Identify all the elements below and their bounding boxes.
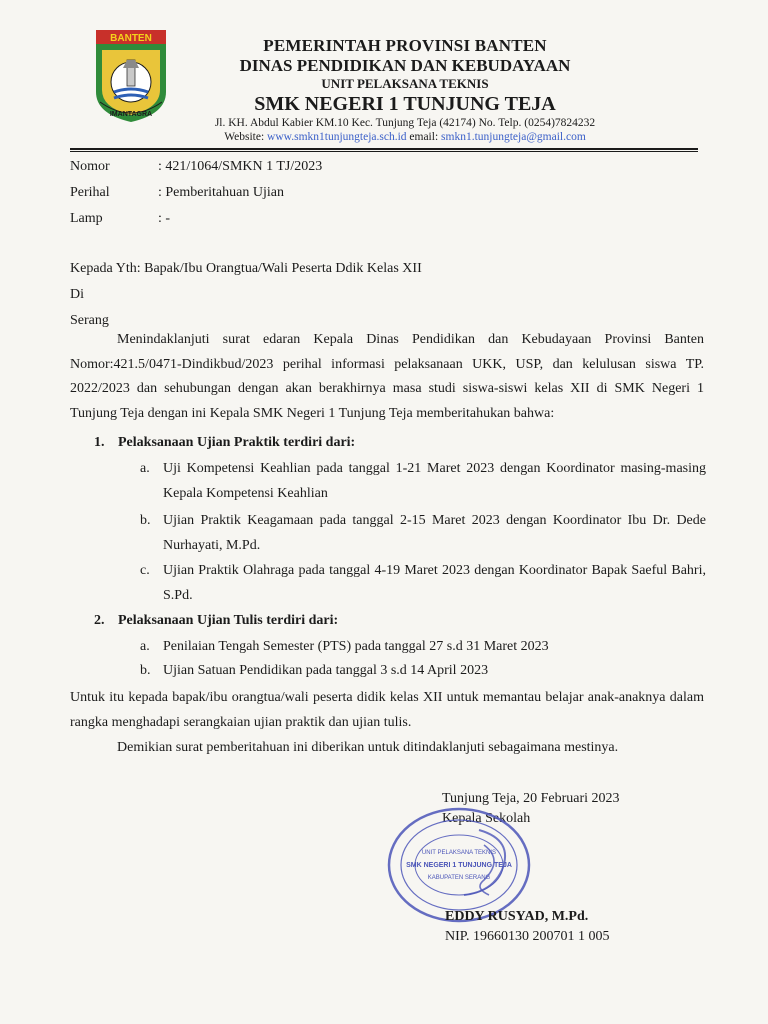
item-marker: a. <box>140 639 150 654</box>
closing-paragraph-2 <box>70 736 704 761</box>
signer-name: EDDY RUSYAD, M.Pd. <box>445 909 589 924</box>
stamp-text-3: KABUPATEN SERANG <box>427 875 491 881</box>
lamp-label: Lamp <box>70 211 103 226</box>
item-text: Ujian Satuan Pendidikan pada tanggal 3 s.d 14 April 2023 <box>163 663 489 678</box>
place-date: Tunjung Teja, 20 Februari 2023 <box>442 791 620 806</box>
list-item <box>140 508 706 558</box>
school-name: SMK NEGERI 1 TUNJUNG TEJA <box>254 93 556 115</box>
list-item <box>140 634 706 659</box>
meta-perihal <box>70 184 284 202</box>
section1-number: 1. <box>94 435 105 450</box>
item-text: Penilaian Tengah Semester (PTS) pada tanggal 27 s.d 31 Maret 2023 <box>163 639 549 654</box>
stamp-text-1: UNIT PELAKSANA TEKNIS <box>421 850 497 856</box>
item-marker: b. <box>140 663 151 678</box>
lamp-value: : - <box>158 211 171 226</box>
signer-title: Kepala Sekolah <box>442 811 531 826</box>
perihal-label: Perihal <box>70 185 110 200</box>
letterhead-line3: UNIT PELAKSANA TEKNIS <box>321 76 489 91</box>
item-text: Ujian Praktik Olahraga pada tanggal 4-19 Maret 2023 dengan Koordinator Bapak Saeful Bahri, S.Pd. <box>163 563 706 603</box>
section2-number: 2. <box>94 613 105 628</box>
banten-logo <box>92 28 170 124</box>
nomor-label: Nomor <box>70 159 110 174</box>
item-marker: c. <box>140 563 150 578</box>
perihal-value: : Pemberitahuan Ujian <box>158 185 284 200</box>
letterhead <box>160 36 650 144</box>
list-item <box>140 658 706 683</box>
recipient-line2: Di <box>70 287 84 302</box>
website-label: Website: <box>224 131 265 143</box>
signer-nip: NIP. 19660130 200701 1 005 <box>445 929 610 944</box>
list-item <box>140 558 706 608</box>
list-item <box>140 456 706 506</box>
school-address: Jl. KH. Abdul Kabier KM.10 Kec. Tunjung Teja (42174) No. Telp. (0254)7824232 <box>214 117 596 129</box>
item-text: Uji Kompetensi Keahlian pada tanggal 1-21 Maret 2023 dengan Koordinator masing-masing Kepala Kompetensi Keahlian <box>163 461 706 501</box>
header-divider-thin <box>70 151 698 152</box>
nomor-value: : 421/1064/SMKN 1 TJ/2023 <box>158 159 323 174</box>
section2-title: Pelaksanaan Ujian Tulis terdiri dari: <box>118 613 339 628</box>
section1-title: Pelaksanaan Ujian Praktik terdiri dari: <box>118 435 356 450</box>
item-marker: a. <box>140 461 150 476</box>
closing-text-1: Untuk itu kepada bapak/ibu orangtua/wali peserta didik kelas XII untuk memantau belajar anak-anaknya dalam rangka menghadapi serangkaian ujian praktik dan ujian tulis. <box>70 690 704 730</box>
letterhead-line1: PEMERINTAH PROVINSI BANTEN <box>263 36 547 55</box>
logo-label-top: BANTEN <box>110 33 152 44</box>
recipient-line1: Kepada Yth: Bapak/Ibu Orangtua/Wali Peserta Ddik Kelas XII <box>70 261 422 276</box>
meta-nomor <box>70 158 322 176</box>
contact-line <box>160 130 650 144</box>
email-label: email: <box>409 131 439 143</box>
closing-paragraph <box>70 686 704 735</box>
intro-paragraph <box>70 328 704 426</box>
item-marker: b. <box>140 513 151 528</box>
closing-text-2: Demikian surat pemberitahuan ini diberikan untuk ditindaklanjuti sebagaimana mestinya. <box>117 740 619 755</box>
item-text: Ujian Praktik Keagamaan pada tanggal 2-15 Maret 2023 dengan Koordinator Ibu Dr. Dede Nurhayati, M.Pd. <box>163 513 706 553</box>
letterhead-line2: DINAS PENDIDIKAN DAN KEBUDAYAAN <box>239 56 571 75</box>
website-link[interactable]: www.smkn1tunjungteja.sch.id <box>267 131 407 143</box>
meta-lamp <box>70 210 170 228</box>
email-link[interactable]: smkn1.tunjungteja@gmail.com <box>441 131 586 143</box>
header-divider-thick <box>70 148 698 150</box>
stamp-text-2: SMK NEGERI 1 TUNJUNG TEJA <box>406 862 512 869</box>
logo-label-bottom: IMANTAGRA <box>109 111 153 118</box>
intro-text: Menindaklanjuti surat edaran Kepala Dinas Pendidikan dan Kebudayaan Provinsi Banten Nomor:421.5/0471-Dindikbud/2023 perihal informasi pelaksanaan UKK, USP, dan kelulusan siswa TP. 2022/2023 dan sehubungan dengan akan berakhirnya masa studi siswa-siswi kelas XII di SMK Negeri 1 Tunjung Teja dengan ini Kepala SMK Negeri 1 Tunjung Teja memberitahukan bahwa: <box>70 332 704 421</box>
recipient-line3: Serang <box>70 313 109 328</box>
